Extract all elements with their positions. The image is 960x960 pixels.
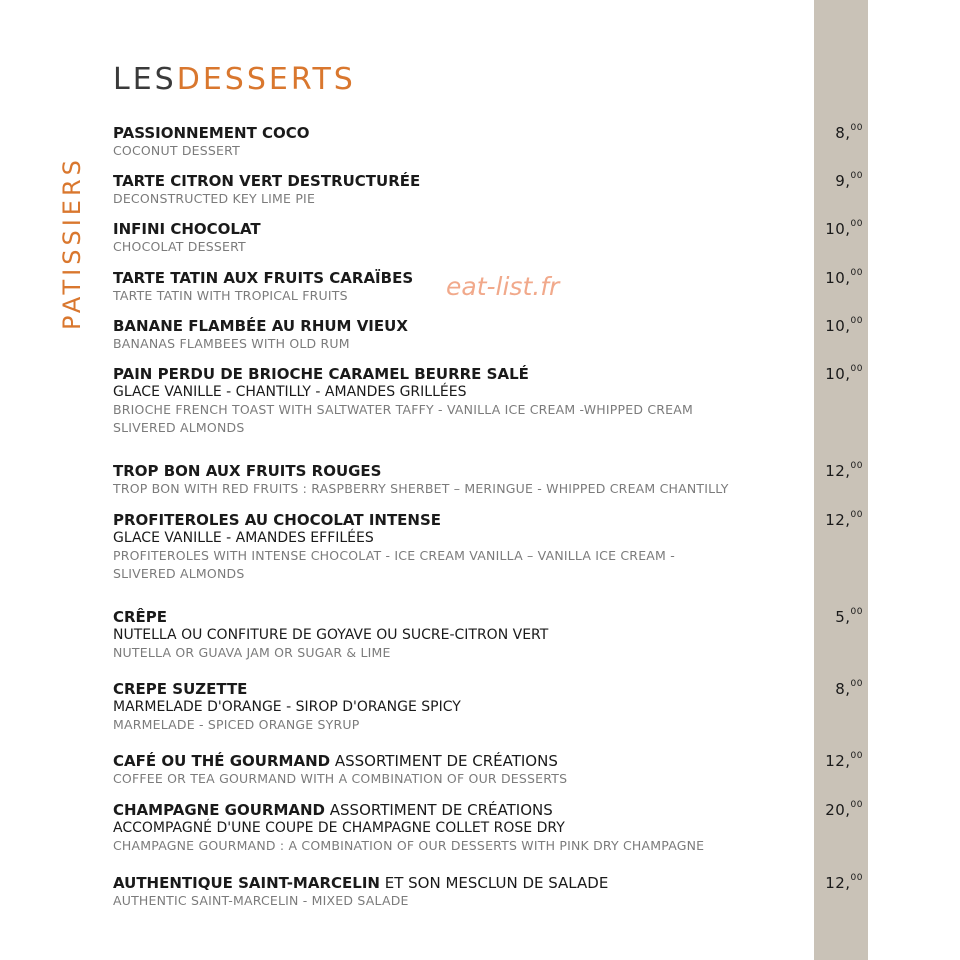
item-name: CREPE SUZETTE xyxy=(113,680,248,698)
item-english: DECONSTRUCTED KEY LIME PIE xyxy=(113,191,316,206)
item-price: 10,00 xyxy=(825,219,863,238)
item-subtitle: GLACE VANILLE - CHANTILLY - AMANDES GRILLÉES xyxy=(113,384,467,400)
watermark: eat-list.fr xyxy=(446,272,560,301)
menu-item xyxy=(113,608,813,662)
item-name: TARTE TATIN AUX FRUITS CARAÏBES xyxy=(113,269,414,287)
item-english: AUTHENTIC SAINT-MARCELIN - MIXED SALADE xyxy=(113,893,409,908)
menu-item xyxy=(113,801,813,855)
item-subtitle: NUTELLA OU CONFITURE DE GOYAVE OU SUCRE-CITRON VERT xyxy=(113,627,549,643)
item-name: INFINI CHOCOLAT xyxy=(113,220,261,238)
item-name: TROP BON AUX FRUITS ROUGES xyxy=(113,462,382,480)
menu-item xyxy=(113,365,813,437)
item-english: COFFEE OR TEA GOURMAND WITH A COMBINATION OF OUR DESSERTS xyxy=(113,771,568,786)
item-price: 10,00 xyxy=(825,316,863,335)
item-english: NUTELLA OR GUAVA JAM OR SUGAR & LIME xyxy=(113,645,391,660)
item-name: PROFITEROLES AU CHOCOLAT INTENSE xyxy=(113,511,442,529)
item-subtitle: ACCOMPAGNÉ D'UNE COUPE DE CHAMPAGNE COLLET ROSE DRY xyxy=(113,820,565,836)
menu-item xyxy=(113,680,813,734)
item-english-line2: SLIVERED ALMONDS xyxy=(113,566,245,581)
item-english: BANANAS FLAMBEES WITH OLD RUM xyxy=(113,336,350,351)
item-price: 20,00 xyxy=(825,800,863,819)
item-name: CAFÉ OU THÉ GOURMAND ASSORTIMENT DE CRÉATIONS xyxy=(113,752,558,770)
item-price: 12,00 xyxy=(825,510,863,529)
item-price: 12,00 xyxy=(825,873,863,892)
item-price: 12,00 xyxy=(825,751,863,770)
item-price: 5,00 xyxy=(835,607,863,626)
item-price: 10,00 xyxy=(825,364,863,383)
page-title xyxy=(113,62,356,97)
menu-item xyxy=(113,220,813,256)
menu-item xyxy=(113,752,813,788)
item-price: 9,00 xyxy=(835,171,863,190)
title-part1: LES xyxy=(113,62,177,97)
item-english: COCONUT DESSERT xyxy=(113,143,240,158)
menu-item xyxy=(113,511,813,583)
menu-item xyxy=(113,172,813,208)
item-english: MARMELADE - SPICED ORANGE SYRUP xyxy=(113,717,360,732)
item-english: BRIOCHE FRENCH TOAST WITH SALTWATER TAFFY - VANILLA ICE CREAM -WHIPPED CREAM xyxy=(113,402,694,417)
item-price: 8,00 xyxy=(835,679,863,698)
item-english-line2: SLIVERED ALMONDS xyxy=(113,420,245,435)
item-price: 8,00 xyxy=(835,123,863,142)
item-price: 10,00 xyxy=(825,268,863,287)
section-label: PATISSIERS xyxy=(58,156,86,330)
item-name: PASSIONNEMENT COCO xyxy=(113,124,310,142)
title-part2: DESSERTS xyxy=(176,62,356,97)
item-name: BANANE FLAMBÉE AU RHUM VIEUX xyxy=(113,317,408,335)
item-english: TARTE TATIN WITH TROPICAL FRUITS xyxy=(113,288,348,303)
menu-item xyxy=(113,317,813,353)
item-name: TARTE CITRON VERT DESTRUCTURÉE xyxy=(113,172,421,190)
item-english: CHOCOLAT DESSERT xyxy=(113,239,246,254)
menu-item xyxy=(113,874,813,910)
item-name: AUTHENTIQUE SAINT-MARCELIN ET SON MESCLUN DE SALADE xyxy=(113,874,609,892)
menu-item xyxy=(113,269,813,305)
item-english: PROFITEROLES WITH INTENSE CHOCOLAT - ICE CREAM VANILLA – VANILLA ICE CREAM - xyxy=(113,548,675,563)
item-english: TROP BON WITH RED FRUITS : RASPBERRY SHERBET – MERINGUE - WHIPPED CREAM CHANTILLY xyxy=(113,481,729,496)
item-name: CHAMPAGNE GOURMAND ASSORTIMENT DE CRÉATIONS xyxy=(113,801,553,819)
item-subtitle: GLACE VANILLE - AMANDES EFFILÉES xyxy=(113,530,374,546)
menu-item xyxy=(113,462,813,498)
item-name: CRÊPE xyxy=(113,608,168,626)
item-subtitle: MARMELADE D'ORANGE - SIROP D'ORANGE SPICY xyxy=(113,699,461,715)
item-price: 12,00 xyxy=(825,461,863,480)
item-name: PAIN PERDU DE BRIOCHE CARAMEL BEURRE SALÉ xyxy=(113,365,529,383)
item-english: CHAMPAGNE GOURMAND : A COMBINATION OF OUR DESSERTS WITH PINK DRY CHAMPAGNE xyxy=(113,838,705,853)
menu-item xyxy=(113,124,813,160)
